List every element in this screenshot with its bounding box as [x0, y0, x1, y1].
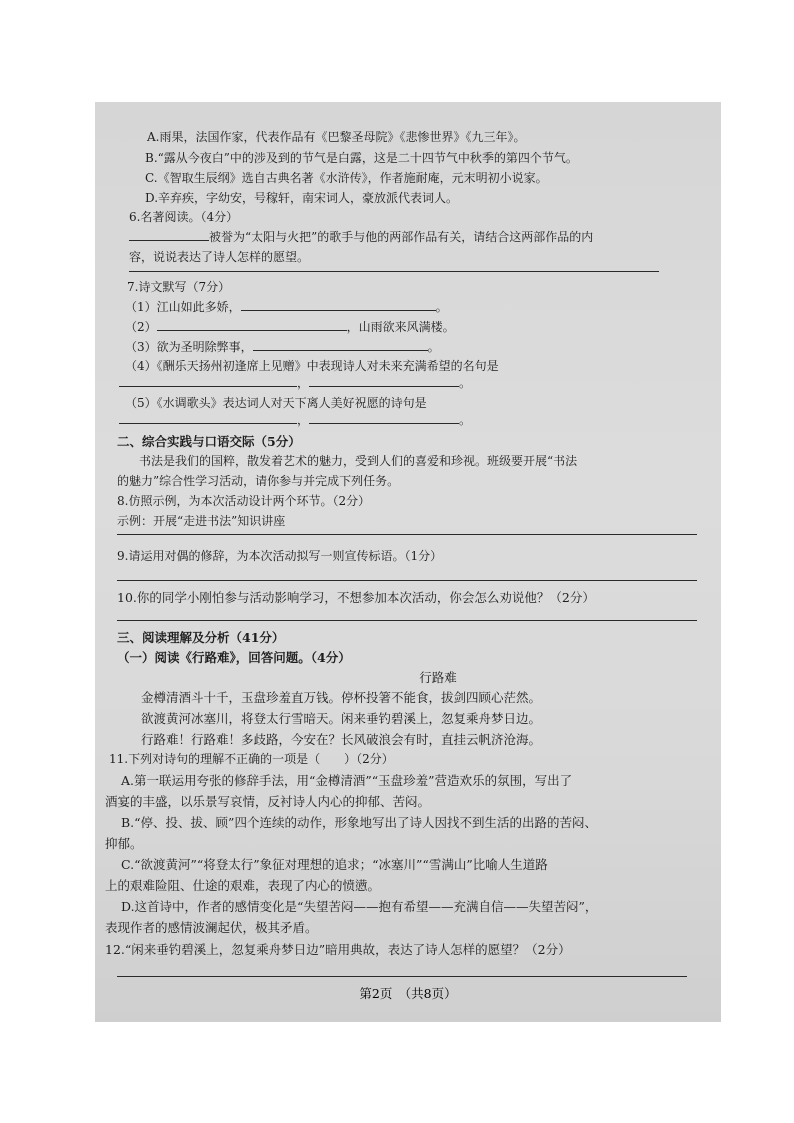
q11-option-b-1: B.“停、投、拔、顾”四个连续的动作，形象地写出了诗人因找不到生活的出路的苦闷、	[121, 815, 597, 830]
poem-line-3: 行路难！行路难！多歧路，今安在？长风破浪会有时，直挂云帆济沧海。	[141, 732, 542, 747]
answer-blank[interactable]	[309, 376, 459, 387]
option-b: B.“露从今夜白”中的涉及到的节气是白露，这是二十四节气中秋季的第四个节气。	[145, 151, 578, 165]
q6-prompt: 被誉为“太阳与火把”的歌手与他的两部作品有关，请结合这两部作品的内	[209, 230, 594, 244]
q7-item4: （4）《酬乐天扬州初逢席上见赠》中表现诗人对未来充满希望的名句是	[125, 359, 499, 373]
punct: 。	[427, 340, 440, 354]
q7-title: 7.诗文默写（7分）	[127, 280, 231, 294]
punct: ，	[297, 376, 310, 390]
answer-line[interactable]	[117, 534, 697, 535]
q11-option-d-2: 表现作者的感情波澜起伏，极其矛盾。	[105, 920, 318, 935]
poem-line-2: 欲渡黄河冰塞川，将登太行雪暗天。闲来垂钓碧溪上，忽复乘舟梦日边。	[141, 711, 542, 726]
punct: 。	[435, 300, 448, 314]
q7-item3	[125, 338, 440, 355]
punct: ，	[297, 413, 310, 427]
q7-item3-text: （3）欲为圣明除弊事，	[125, 340, 253, 354]
page-number: 第2页 （共8页）	[359, 986, 457, 1001]
reading1-title: （一）阅读《行路难》，回答问题。（4分）	[117, 650, 351, 665]
q7-item1	[125, 298, 448, 315]
q7-item5: （5）《水调歌头》表达词人对天下离人美好祝愿的诗句是	[125, 396, 427, 410]
section2-intro-1: 书法是我们的国粹，散发着艺术的魅力，受到人们的喜爱和珍视。班级要开展“书法	[139, 454, 578, 468]
answer-line[interactable]	[117, 580, 697, 581]
answer-blank[interactable]	[119, 376, 297, 387]
q9-title: 9.请运用对偶的修辞，为本次活动拟写一则宣传标语。（1分）	[117, 549, 443, 563]
answer-blank[interactable]	[129, 230, 209, 241]
answer-blank[interactable]	[253, 340, 428, 351]
q7-item1-text: （1）江山如此多娇，	[125, 300, 241, 314]
poem-line-1: 金樽清酒斗十千，玉盘珍羞直万钱。停杯投箸不能食，拔剑四顾心茫然。	[141, 690, 542, 705]
option-c: C.《智取生辰纲》选自古典名著《水浒传》，作者施耐庵，元末明初小说家。	[145, 171, 548, 185]
answer-blank[interactable]	[157, 320, 347, 331]
q7-item4-blanks	[119, 374, 471, 391]
q11-option-b-2: 抑郁。	[105, 836, 143, 851]
q11-title: 11.下列对诗句的理解不正确的一项是（ ）（2分）	[109, 752, 394, 766]
section2-intro-2: 的魅力”综合性学习活动，请你参与并完成下列任务。	[117, 474, 400, 488]
q7-item2-num: （2）	[125, 320, 157, 334]
q8-title: 8.仿照示例，为本次活动设计两个环节。（2分）	[117, 494, 371, 508]
section2-title: 二、综合实践与口语交际（5分）	[117, 434, 301, 449]
q10-title: 10.你的同学小刚怕参与活动影响学习，不想参加本次活动，你会怎么劝说他？（2分）	[117, 590, 595, 605]
q12-title: 12.“闲来垂钓碧溪上，忽复乘舟梦日边”暗用典故，表达了诗人怎样的愿望？（2分）	[105, 942, 571, 957]
q7-item2-text: ，山雨欲来风满楼。	[346, 320, 455, 334]
option-d: D.辛弃疾，字幼安，号稼轩，南宋词人，豪放派代表词人。	[145, 191, 459, 205]
answer-line[interactable]	[129, 271, 659, 272]
answer-line[interactable]	[117, 620, 697, 621]
footer-divider	[117, 976, 687, 977]
q6-line1	[129, 228, 593, 245]
q8-example: 示例：开展“走进书法”知识讲座	[117, 514, 286, 528]
exam-page	[95, 102, 721, 1022]
q6-line2: 容，说说表达了诗人怎样的愿望。	[129, 250, 310, 264]
q11-option-c-1: C.“欲渡黄河”“将登太行”象征对理想的追求；“冰塞川”“雪满山”比喻人生道路	[121, 857, 548, 872]
poem-title: 行路难	[419, 670, 457, 685]
q11-option-d-1: D.这首诗中，作者的感情变化是“失望苦闷——抱有希望——充满自信——失望苦闷”，	[121, 899, 598, 914]
q11-option-c-2: 上的艰难险阻、仕途的艰难，表现了内心的愤懑。	[105, 878, 381, 893]
answer-blank[interactable]	[241, 300, 436, 311]
punct: 。	[459, 413, 472, 427]
q11-option-a-1: A.第一联运用夸张的修辞手法，用“金樽清酒”“玉盘珍羞”营造欢乐的氛围，写出了	[121, 773, 573, 788]
answer-blank[interactable]	[119, 413, 297, 424]
q7-item2	[125, 318, 455, 335]
q11-option-a-2: 酒宴的丰盛，以乐景写哀情，反衬诗人内心的抑郁、苦闷。	[105, 794, 431, 809]
punct: 。	[459, 376, 472, 390]
section3-title: 三、阅读理解及分析（41分）	[117, 630, 285, 645]
q7-item5-blanks	[119, 411, 471, 428]
q6-title: 6.名著阅读。（4分）	[129, 210, 239, 224]
option-a: A.雨果，法国作家，代表作品有《巴黎圣母院》《悲惨世界》《九三年》。	[147, 130, 526, 144]
answer-blank[interactable]	[309, 413, 459, 424]
